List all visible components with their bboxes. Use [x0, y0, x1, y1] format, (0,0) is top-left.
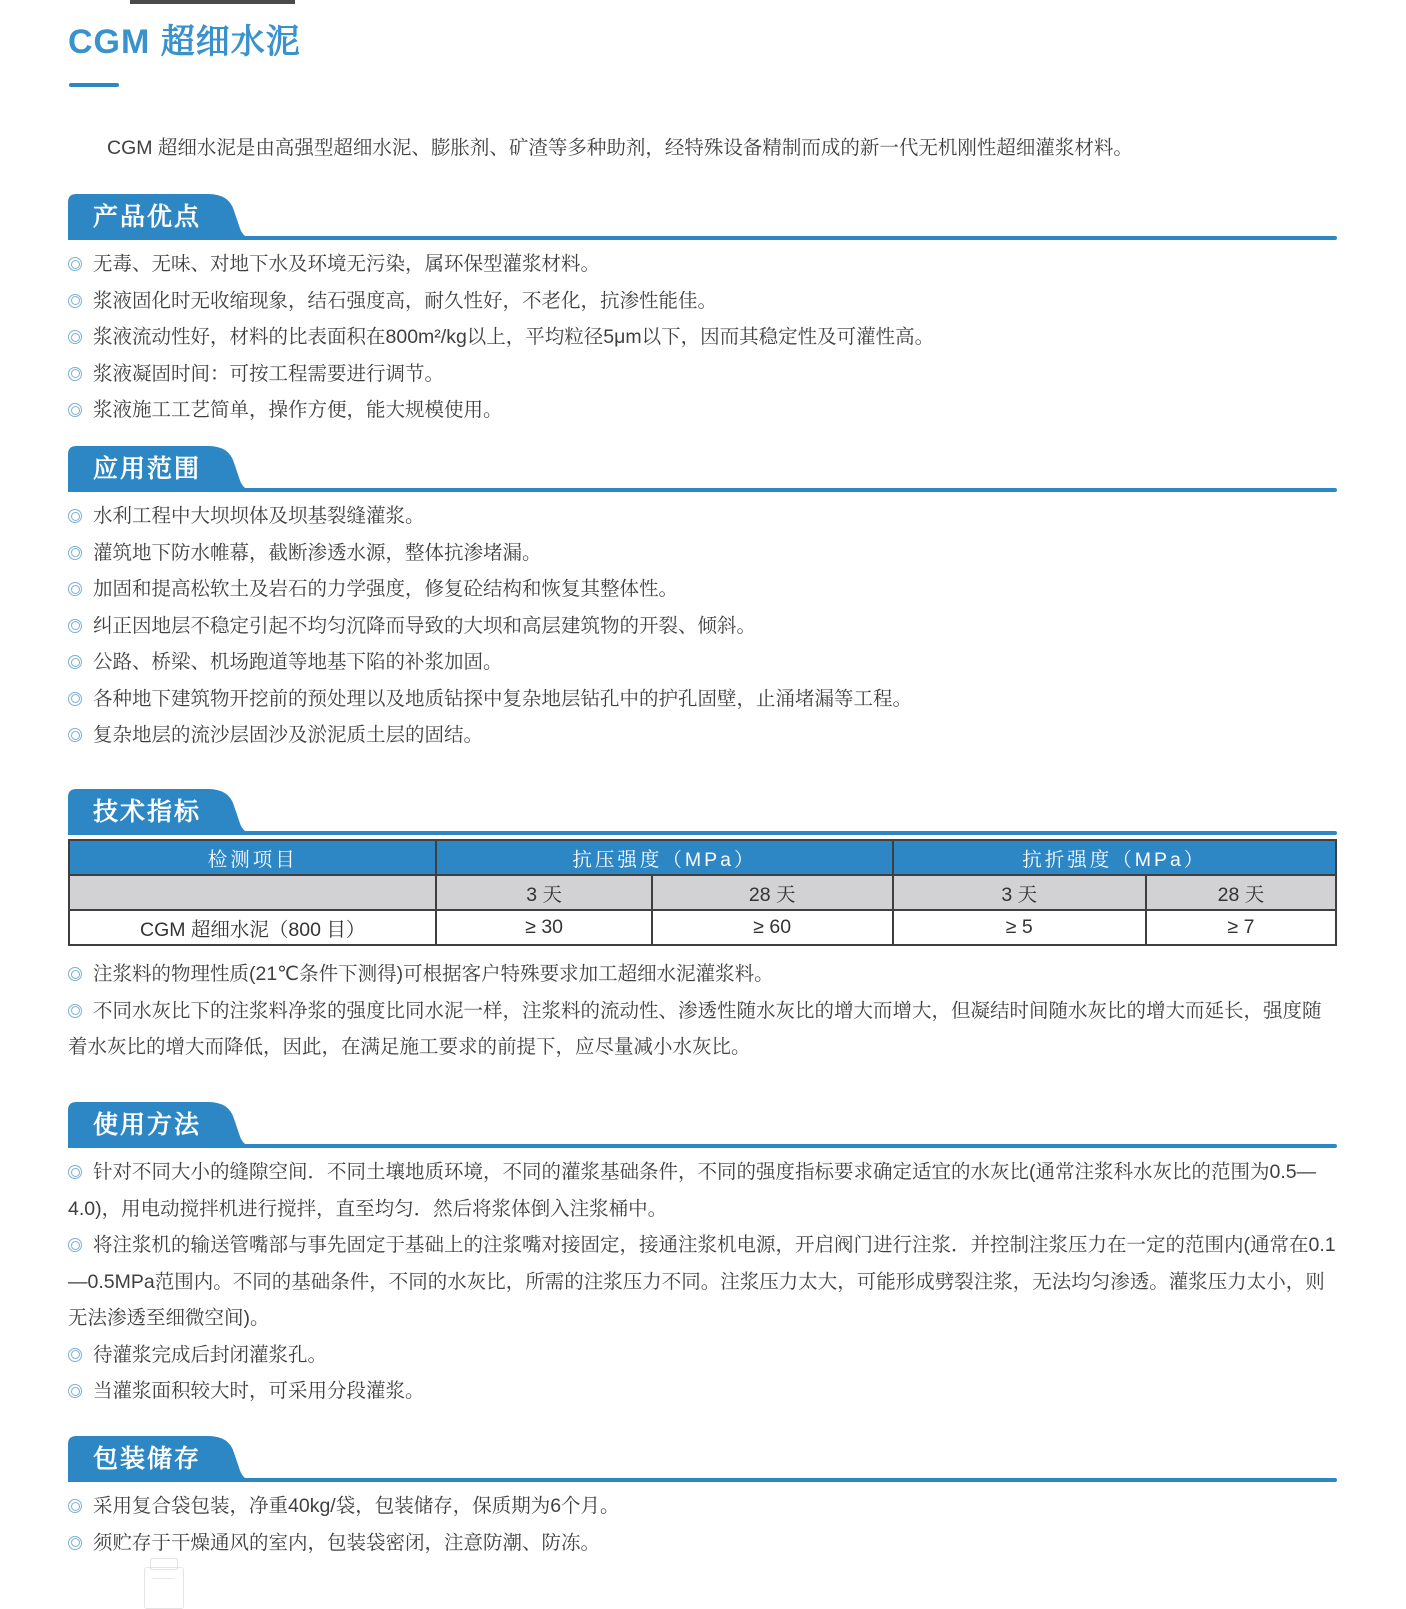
list-item [68, 392, 1337, 429]
section-tab [68, 789, 260, 835]
section-advantages [68, 194, 1337, 429]
bullet-text: 待灌浆完成后封闭灌浆孔。 [93, 1343, 328, 1366]
bullseye-bullet-icon [68, 1165, 82, 1179]
bullseye-bullet-icon [68, 692, 82, 706]
bullseye-bullet-icon [68, 967, 82, 981]
subheader-empty-cell [69, 875, 436, 910]
table-subheader-row [69, 875, 1336, 910]
section-header [68, 446, 1337, 492]
bullet-list [68, 1488, 1337, 1561]
title-underline [69, 83, 119, 87]
bullet-text: 采用复合袋包装，净重40kg/袋，包装储存，保质期为6个月。 [93, 1495, 620, 1517]
bullseye-bullet-icon [68, 257, 82, 271]
bullseye-bullet-icon [68, 1348, 82, 1362]
list-item [68, 717, 1337, 754]
list-item [68, 1227, 1337, 1337]
value-cell: ≥ 30 [436, 910, 651, 945]
bullseye-bullet-icon [68, 330, 82, 344]
col-header-flexural: 抗折强度（MPa） [893, 840, 1336, 875]
bullet-text: 当灌浆面积较大时，可采用分段灌浆。 [93, 1380, 425, 1402]
value-cell: ≥ 7 [1146, 910, 1336, 945]
bullseye-bullet-icon [68, 509, 82, 523]
section-header [68, 194, 1337, 240]
bullet-text: 针对不同大小的缝隙空间．不同土壤地质环境，不同的灌浆基础条件，不同的强度指标要求确定适宜的水灰比(通常注浆科水灰比的范围为0.5—4.0)，用电动搅拌机进行搅拌，直至均匀．然后将浆体倒入注浆桶中。 [68, 1161, 1317, 1220]
bullet-list [68, 1154, 1337, 1410]
note-text: 注浆料的物理性质(21℃条件下测得)可根据客户特殊要求加工超细水泥灌浆料。 [93, 963, 774, 985]
bullseye-bullet-icon [68, 655, 82, 669]
page-edge-artifact [130, 0, 295, 4]
list-item [68, 246, 1337, 283]
section-heading: 使用方法 [93, 1111, 202, 1140]
bullet-text: 复杂地层的流沙层固沙及淤泥质土层的固结。 [93, 724, 484, 746]
list-item [68, 1154, 1337, 1227]
bullseye-bullet-icon [68, 367, 82, 381]
table-header-row [69, 840, 1336, 875]
list-item [68, 571, 1337, 608]
section-tab [68, 1102, 260, 1148]
list-item [68, 1525, 1337, 1562]
section-tab [68, 446, 260, 492]
list-item [68, 993, 1337, 1066]
section-applications [68, 446, 1337, 754]
bullet-list [68, 246, 1337, 429]
bullet-text: 纠正因地层不稳定引起不均匀沉降而导致的大坝和高层建筑物的开裂、倾斜。 [93, 614, 757, 637]
col-header-compressive: 抗压强度（MPa） [436, 840, 892, 875]
note-text: 不同水灰比下的注浆料净浆的强度比同水泥一样，注浆料的流动性、渗透性随水灰比的增大而增大，但凝结时间随水灰比的增大而延长，强度随着水灰比的增大而降低，因此，在满足施工要求的前提下，应尽量减小水灰比。 [68, 999, 1322, 1058]
list-item [68, 283, 1337, 320]
list-item [68, 644, 1337, 681]
intro-paragraph: CGM 超细水泥是由高强型超细水泥、膨胀剂、矿渣等多种助剂，经特殊设备精制而成的新一代无机刚性超细灌浆材料。 [107, 137, 1133, 159]
bullet-text: 须贮存于干燥通风的室内，包装袋密闭，注意防潮、防冻。 [93, 1531, 601, 1554]
spec-notes [68, 956, 1337, 1066]
bullseye-bullet-icon [68, 294, 82, 308]
bullseye-bullet-icon [68, 1536, 82, 1550]
table-row [69, 910, 1336, 945]
bullseye-bullet-icon [68, 546, 82, 560]
faint-bag-watermark-image [142, 1558, 188, 1600]
bullseye-bullet-icon [68, 728, 82, 742]
section-specs [68, 789, 1337, 1066]
bullet-list [68, 498, 1337, 754]
section-heading: 应用范围 [93, 455, 202, 484]
subheader-cell: 28 天 [652, 875, 893, 910]
bullet-text: 灌筑地下防水帷幕，截断渗透水源，整体抗渗堵漏。 [93, 541, 542, 564]
bullet-text: 无毒、无味、对地下水及环境无污染，属环保型灌浆材料。 [93, 253, 601, 275]
list-item [68, 681, 1337, 718]
list-item [68, 956, 1337, 993]
subheader-cell: 3 天 [436, 875, 651, 910]
section-heading: 技术指标 [93, 798, 202, 827]
row-label-cell: CGM 超细水泥（800 目） [69, 910, 436, 945]
section-tab [68, 194, 260, 240]
section-header [68, 1102, 1337, 1148]
section-storage [68, 1436, 1337, 1561]
list-item [68, 1337, 1337, 1374]
list-item [68, 498, 1337, 535]
section-usage [68, 1102, 1337, 1410]
list-item [68, 535, 1337, 572]
col-header-test-item: 检测项目 [69, 840, 436, 875]
bullseye-bullet-icon [68, 1499, 82, 1513]
bullet-text: 各种地下建筑物开挖前的预处理以及地质钻探中复杂地层钻孔中的护孔固壁，止涌堵漏等工程。 [93, 687, 913, 710]
subheader-cell: 28 天 [1146, 875, 1336, 910]
section-heading: 产品优点 [93, 203, 202, 232]
bullet-text: 浆液施工工艺简单，操作方便，能大规模使用。 [93, 399, 503, 421]
spec-table [68, 839, 1337, 946]
list-item [68, 1488, 1337, 1525]
section-tab [68, 1436, 260, 1482]
section-heading: 包装储存 [93, 1445, 202, 1474]
page-title: CGM 超细水泥 [68, 23, 301, 61]
bullet-text: 加固和提高松软土及岩石的力学强度，修复砼结构和恢复其整体性。 [93, 578, 679, 600]
list-item [68, 319, 1337, 356]
list-item [68, 356, 1337, 393]
value-cell: ≥ 60 [652, 910, 893, 945]
section-header [68, 1436, 1337, 1482]
bullet-text: 浆液流动性好，材料的比表面积在800m²/kg以上，平均粒径5μm以下，因而其稳定性及可灌性高。 [93, 326, 935, 348]
bullet-text: 浆液凝固时间：可按工程需要进行调节。 [93, 362, 445, 385]
bullseye-bullet-icon [68, 582, 82, 596]
bullseye-bullet-icon [68, 1238, 82, 1252]
bullet-text: 公路、桥梁、机场跑道等地基下陷的补浆加固。 [93, 651, 503, 673]
bullseye-bullet-icon [68, 1004, 82, 1018]
list-item [68, 608, 1337, 645]
section-header [68, 789, 1337, 835]
bullet-text: 将注浆机的输送管嘴部与事先固定于基础上的注浆嘴对接固定，接通注浆机电源，开启阀门进行注浆．并控制注浆压力在一定的范围内(通常在0.1—0.5MPa范围内。不同的基础条件，不同的水灰比，所需的注浆压力不同。注浆压力太大，可能形成劈裂注浆，无法均匀渗透。灌浆压力太小，则无法渗透至细微空间)。 [68, 1234, 1336, 1329]
bullseye-bullet-icon [68, 403, 82, 417]
subheader-cell: 3 天 [893, 875, 1146, 910]
value-cell: ≥ 5 [893, 910, 1146, 945]
bullet-text: 水利工程中大坝坝体及坝基裂缝灌浆。 [93, 505, 425, 527]
bullseye-bullet-icon [68, 1384, 82, 1398]
list-item [68, 1373, 1337, 1410]
bullseye-bullet-icon [68, 619, 82, 633]
bullet-text: 浆液固化时无收缩现象，结石强度高，耐久性好，不老化，抗渗性能佳。 [93, 289, 718, 312]
